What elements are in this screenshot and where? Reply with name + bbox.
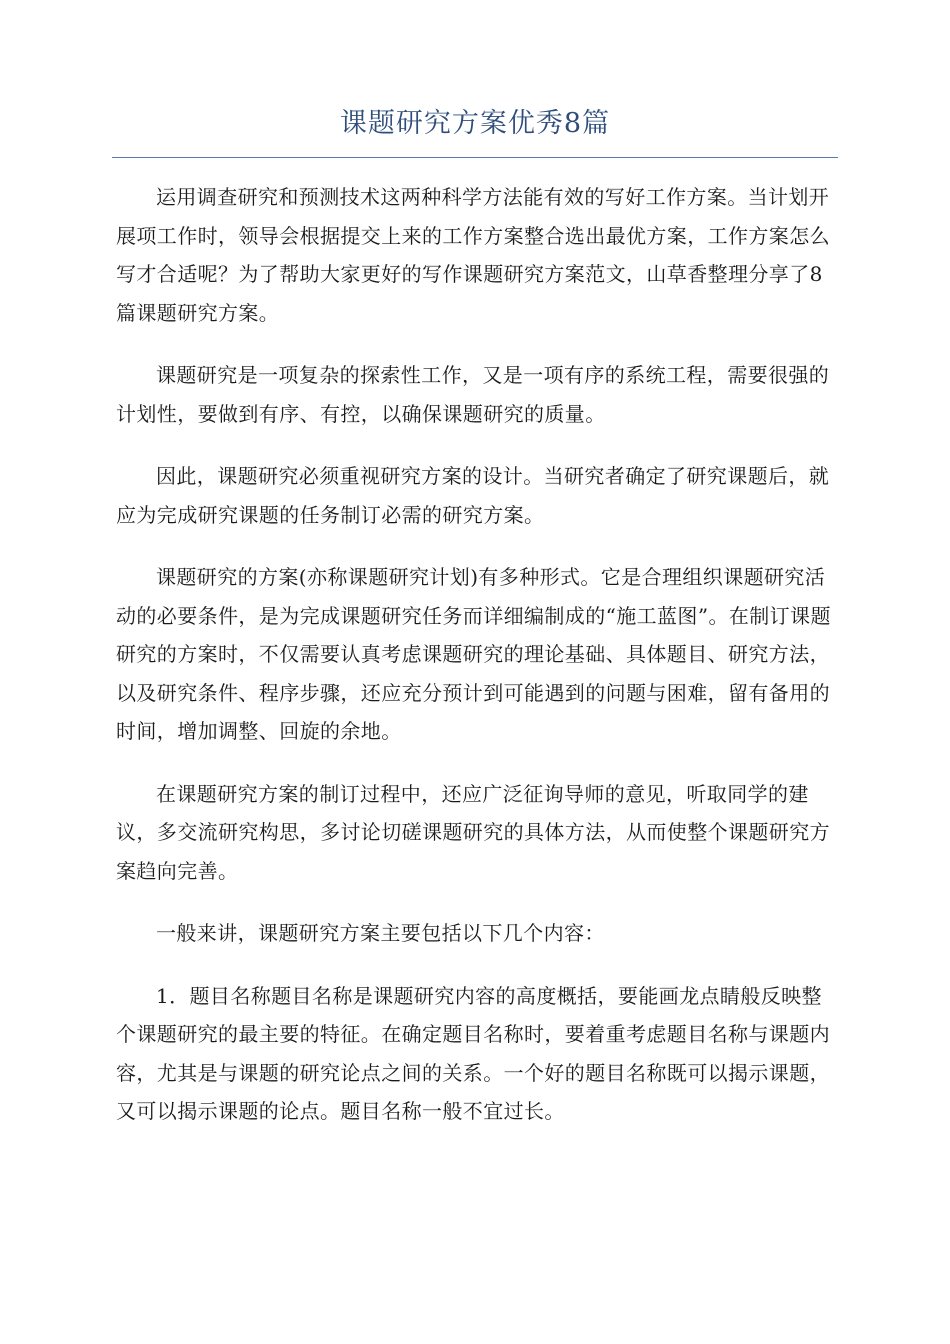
title-divider bbox=[112, 157, 838, 158]
paragraph-3: 因此，课题研究必须重视研究方案的设计。当研究者确定了研究课题后，就应为完成研究课题的任务制订必需的研究方案。 bbox=[116, 464, 830, 527]
paragraph-intro: 运用调查研究和预测技术这两种科学方法能有效的写好工作方案。当计划开展项工作时，领导会根据提交上来的工作方案整合选出最优方案，工作方案怎么写才合适呢？为了帮助大家更好的写作课题研究方案范文，山草香整理分享了8篇课题研究方案。 bbox=[116, 185, 830, 325]
paragraph-2: 课题研究是一项复杂的探索性工作，又是一项有序的系统工程，需要很强的计划性，要做到有序、有控，以确保课题研究的质量。 bbox=[116, 363, 830, 426]
paragraph-4: 课题研究的方案(亦称课题研究计划)有多种形式。它是合理组织课题研究活动的必要条件，是为完成课题研究任务而详细编制成的“施工蓝图”。在制订课题研究的方案时，不仅需要认真考虑课题研究的理论基础、具体题目、研究方法，以及研究条件、程序步骤，还应充分预计到可能遇到的问题与困难，留有备用的时间，增加调整、回旋的余地。 bbox=[116, 565, 831, 743]
paragraph-7: 1．题目名称题目名称是课题研究内容的高度概括，要能画龙点睛般反映整个课题研究的最主要的特征。在确定题目名称时，要着重考虑题目名称与课题内容，尤其是与课题的研究论点之间的关系。一个好的题目名称既可以揭示课题，又可以揭示课题的论点。题目名称一般不宜过长。 bbox=[116, 983, 830, 1123]
document-body bbox=[116, 178, 842, 1155]
document-title: 课题研究方案优秀8篇 bbox=[339, 108, 611, 139]
paragraph-5: 在课题研究方案的制订过程中，还应广泛征询导师的意见，听取同学的建议，多交流研究构思，多讨论切磋课题研究的具体方法，从而使整个课题研究方案趋向完善。 bbox=[116, 781, 830, 883]
paragraph-6: 一般来讲，课题研究方案主要包括以下几个内容： bbox=[156, 921, 605, 945]
